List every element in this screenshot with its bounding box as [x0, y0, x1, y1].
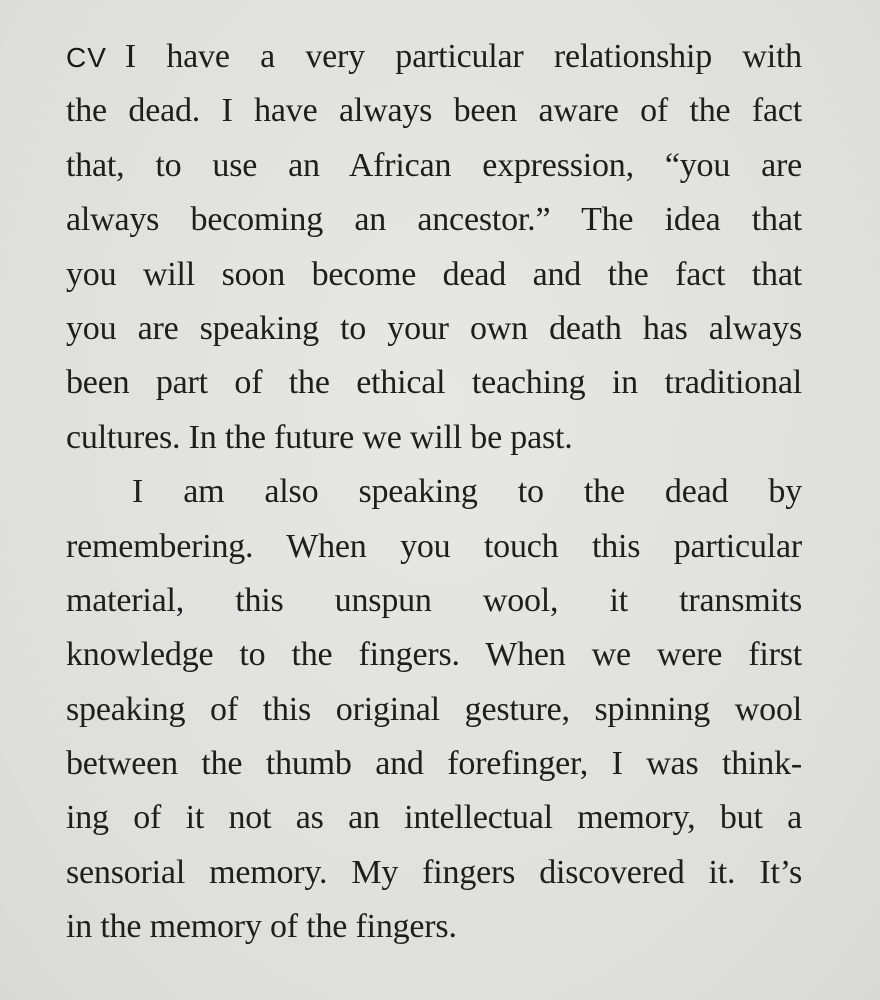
line-text: I have a very particular relationship with — [124, 38, 802, 75]
text-line: knowledge to the fingers. When we were first — [66, 636, 802, 674]
text-line: you will soon become dead and the fact that — [66, 255, 802, 293]
text-line: always becoming an ancestor.” The idea that — [66, 201, 802, 239]
text-line: material, this unspun wool, it transmits — [66, 581, 802, 619]
text-line: the dead. I have always been aware of the fact — [66, 92, 802, 130]
text-line: sensorial memory. My fingers discovered it. It’s — [66, 853, 802, 891]
text-line: you are speaking to your own death has always — [66, 309, 802, 347]
text-line — [66, 30, 802, 84]
text-line: between the thumb and forefinger, I was think- — [66, 745, 802, 783]
paragraph-2 — [66, 465, 802, 955]
text-line: that, to use an African expression, “you are — [66, 146, 802, 184]
text-line: cultures. In the future we will be past. — [66, 418, 573, 456]
text-line: remembering. When you touch this particular — [66, 527, 802, 565]
text-line: I am also speaking to the dead by — [132, 473, 802, 511]
text-line: ing of it not as an intellectual memory, but a — [66, 799, 802, 837]
text-line: speaking of this original gesture, spinning wool — [66, 690, 802, 728]
text-page — [66, 30, 802, 955]
paragraph-1 — [66, 30, 802, 465]
text-line: in the memory of the fingers. — [66, 908, 457, 946]
text-line: been part of the ethical teaching in traditional — [66, 364, 802, 402]
speaker-label: CV — [66, 42, 107, 73]
